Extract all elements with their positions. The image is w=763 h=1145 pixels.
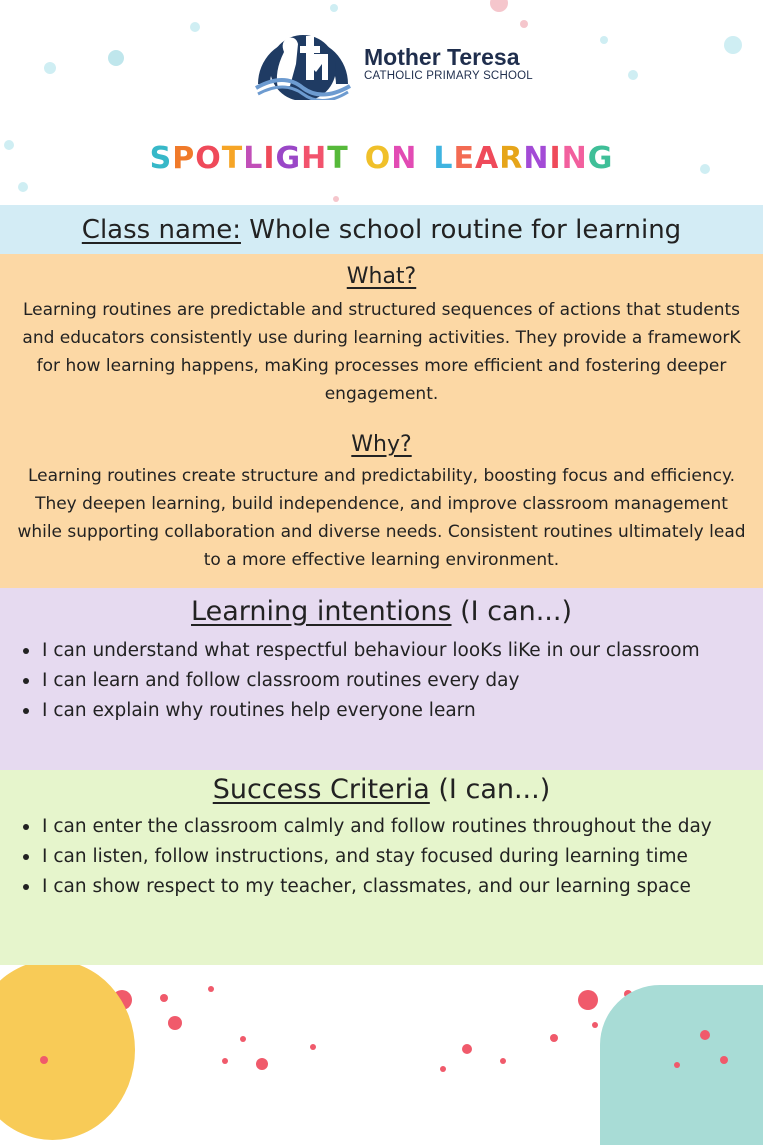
dot bbox=[44, 62, 56, 74]
why-text: Learning routines create structure and predictability, boosting focus and efficiency. They deepen learning, build independence, and improve classroom management while supporting collaboration and diverse needs. Consistent routines ultimately lead to a more effective learning environment. bbox=[17, 466, 746, 570]
learning-intentions-list bbox=[18, 636, 747, 726]
banner-letter: L bbox=[433, 141, 454, 176]
dot bbox=[578, 990, 598, 1010]
dot bbox=[310, 1044, 316, 1050]
banner-letter: O bbox=[195, 141, 222, 176]
success-criteria-suffix: (I can...) bbox=[429, 774, 551, 805]
banner-letter: N bbox=[561, 141, 588, 176]
banner-letter: I bbox=[549, 141, 562, 176]
banner-letter: G bbox=[587, 141, 614, 176]
list-item: I can learn and follow classroom routines every day bbox=[18, 666, 747, 696]
school-name: Mother Teresa bbox=[364, 44, 520, 70]
dot bbox=[440, 1066, 446, 1072]
banner-letter: O bbox=[364, 141, 392, 176]
dot bbox=[600, 36, 608, 44]
dot bbox=[500, 1058, 506, 1064]
banner-letter: N bbox=[391, 141, 418, 176]
banner-letter: N bbox=[523, 141, 550, 176]
banner-letter: A bbox=[475, 141, 500, 176]
success-criteria-list bbox=[18, 812, 747, 902]
dot bbox=[592, 1022, 598, 1028]
dot bbox=[256, 1058, 268, 1070]
teal-corner-blob bbox=[600, 985, 763, 1145]
list-item: I can enter the classroom calmly and follow routines throughout the day bbox=[18, 812, 747, 842]
dot bbox=[724, 36, 742, 54]
banner-letter: I bbox=[263, 141, 276, 176]
spotlight-on-learning-title bbox=[0, 108, 763, 188]
success-criteria-title: Success Criteria bbox=[212, 774, 430, 805]
dot bbox=[550, 1034, 558, 1042]
school-subtitle: CATHOLIC PRIMARY SCHOOL bbox=[364, 70, 533, 82]
dot bbox=[330, 4, 338, 12]
class-name-label: Class name: bbox=[81, 215, 241, 245]
success-criteria-heading bbox=[0, 774, 763, 805]
dot bbox=[208, 986, 214, 992]
dot bbox=[222, 1058, 228, 1064]
banner-word bbox=[365, 108, 418, 199]
banner-letter: L bbox=[243, 141, 264, 176]
list-item: I can show respect to my teacher, classmates, and our learning space bbox=[18, 872, 747, 902]
banner-letter: G bbox=[275, 141, 302, 176]
dot bbox=[108, 50, 124, 66]
banner-letter: R bbox=[499, 141, 524, 176]
what-heading: What? bbox=[346, 264, 417, 289]
dot bbox=[168, 1016, 182, 1030]
banner-word bbox=[433, 108, 613, 199]
dot bbox=[490, 0, 508, 12]
learning-intentions-section bbox=[0, 588, 763, 770]
learning-intentions-suffix: (I can...) bbox=[451, 596, 572, 627]
dot bbox=[628, 70, 638, 80]
banner-letter: T bbox=[327, 141, 349, 176]
learning-intentions-heading bbox=[0, 596, 763, 627]
dot bbox=[240, 1036, 246, 1042]
class-name-section bbox=[0, 205, 763, 254]
dot bbox=[520, 20, 528, 28]
class-name-line bbox=[0, 215, 763, 245]
banner-letter: P bbox=[172, 141, 196, 176]
what-why-section bbox=[0, 254, 763, 588]
banner-letter: T bbox=[221, 141, 244, 176]
success-criteria-section bbox=[0, 770, 763, 965]
why-heading: Why? bbox=[351, 432, 412, 457]
dot bbox=[160, 994, 168, 1002]
school-logo bbox=[254, 24, 352, 100]
yellow-corner-blob bbox=[0, 960, 135, 1140]
list-item: I can explain why routines help everyone learn bbox=[18, 696, 747, 726]
dot bbox=[190, 22, 200, 32]
list-item: I can listen, follow instructions, and stay focused during learning time bbox=[18, 842, 747, 872]
class-name-value: Whole school routine for learning bbox=[240, 215, 682, 245]
dot bbox=[462, 1044, 472, 1054]
learning-intentions-title: Learning intentions bbox=[191, 596, 452, 627]
banner-letter: S bbox=[149, 141, 173, 176]
list-item: I can understand what respectful behaviour looKs liKe in our classroom bbox=[18, 636, 747, 666]
banner-letter: H bbox=[301, 141, 328, 176]
banner-letter: E bbox=[453, 141, 475, 176]
what-text: Learning routines are predictable and structured sequences of actions that students and educators consistently use during learning activities. They provide a frameworK for how learning happens, maKing processes more efficient and fostering deeper engagement. bbox=[22, 300, 741, 404]
banner-word bbox=[150, 108, 349, 199]
